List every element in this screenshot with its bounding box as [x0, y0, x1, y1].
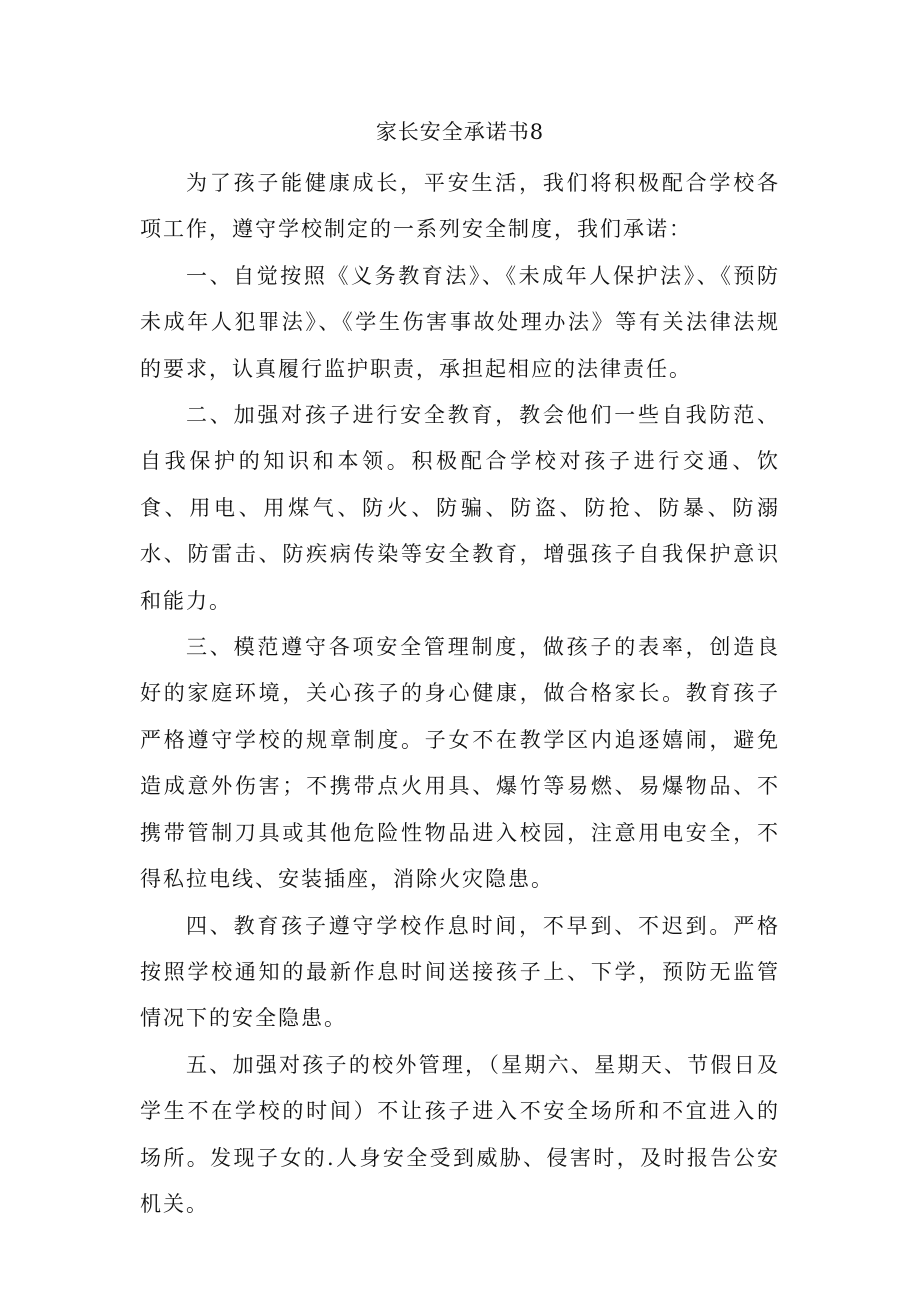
paragraph-item-5: 五、加强对孩子的校外管理，（星期六、星期天、节假日及学生不在学校的时间）不让孩子进入不安全场所和不宜进入的场所。发现子女的.人身安全受到威胁、侵害时，及时报告公安机关。: [140, 1052, 780, 1216]
paragraph-intro: 为了孩子能健康成长，平安生活，我们将积极配合学校各项工作，遵守学校制定的一系列安全制度，我们承诺：: [140, 171, 780, 242]
paragraph-item-1: 一、自觉按照《义务教育法》、《未成年人保护法》、《预防未成年人犯罪法》、《学生伤害事故处理办法》等有关法律法规的要求，认真履行监护职责，承担起相应的法律责任。: [140, 263, 780, 381]
document-title: 家长安全承诺书8: [375, 120, 545, 144]
document-body: [140, 160, 780, 1227]
paragraph-item-3: 三、模范遵守各项安全管理制度，做孩子的表率，创造良好的家庭环境，关心孩子的身心健康，做合格家长。教育孩子严格遵守学校的规章制度。子女不在教学区内追逐嬉闹，避免造成意外伤害；不携带点火用具、爆竹等易燃、易爆物品、不携带管制刀具或其他危险性物品进入校园，注意用电安全，不得私拉电线、安装插座，消除火灾隐患。: [140, 635, 780, 892]
paragraph-item-2: 二、加强对孩子进行安全教育，教会他们一些自我防范、自我保护的知识和本领。积极配合学校对孩子进行交通、饮食、用电、用煤气、防火、防骗、防盗、防抢、防暴、防溺水、防雷击、防疾病传染等安全教育，增强孩子自我保护意识和能力。: [140, 403, 780, 613]
paragraph-item-4: 四、教育孩子遵守学校作息时间，不早到、不迟到。严格按照学校通知的最新作息时间送接孩子上、下学，预防无监管情况下的安全隐患。: [140, 913, 780, 1031]
